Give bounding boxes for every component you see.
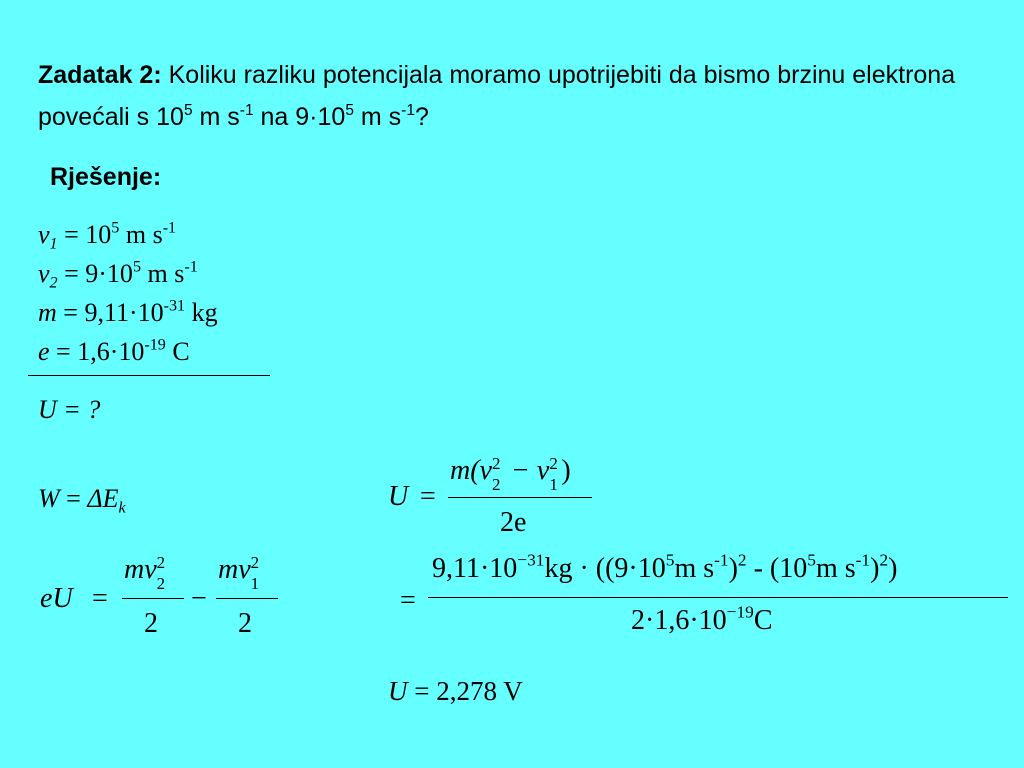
task-text-1: Koliku razliku potencijala moramo upotrijebiti da bismo brzinu elektrona povećali s 10 [38, 61, 956, 131]
fraction-1-numerator: mv 2 2 [124, 553, 166, 593]
u-num-m-v: m(v [450, 455, 492, 486]
unknown-symbol: U [38, 395, 57, 424]
given-v1-unit-exp: -1 [162, 219, 177, 237]
fraction-2-denominator: 2 [238, 608, 252, 639]
given-divider [28, 375, 270, 376]
work-energy-formula [38, 484, 126, 517]
sub-num-close-1: ) [728, 553, 738, 584]
u-formula-lhs [388, 481, 408, 513]
sub-num-unit-2: m s [815, 553, 856, 584]
u-formula-denominator [500, 507, 526, 539]
result-symbol: U [388, 676, 408, 706]
given-e-value: = 1,6·10 [49, 337, 145, 366]
task-text-4: m s [353, 103, 402, 131]
given-m-unit: kg [185, 298, 218, 327]
sub-num-v2-exp: 5 [665, 550, 675, 570]
sub-num-unit-1-exp: -1 [714, 550, 729, 570]
given-m-exp: -31 [163, 297, 186, 315]
sub-num-square-1: 2 [737, 550, 747, 570]
solution-heading: Rješenje: [50, 163, 162, 191]
given-v1-value: = 10 [57, 220, 112, 249]
u-num-close: ) [561, 455, 571, 486]
energy-fraction-2 [216, 554, 278, 644]
sub-den-unit: C [753, 605, 773, 636]
fraction-2-mv: mv [218, 554, 251, 585]
task-text-5: ? [414, 103, 429, 131]
given-v2 [38, 258, 198, 292]
u-num-minus-v: − v [503, 455, 550, 486]
work-symbol: W [38, 484, 60, 513]
substitution-fraction [428, 550, 1010, 649]
sub-den-value: 2·1,6·10 [631, 605, 727, 636]
task-text-2: m s [192, 103, 240, 131]
given-e-exp: -19 [144, 336, 166, 354]
task-statement [38, 54, 998, 138]
energy-symbol: E [102, 484, 119, 513]
unknown-u [38, 395, 100, 425]
result [388, 676, 523, 707]
task-text-3: na 9·10 [253, 103, 346, 131]
sub-num-v2: kg · ((9·10 [544, 553, 666, 584]
sub-num-mass: 9,11·10 [432, 553, 518, 584]
unknown-value: = ? [56, 395, 101, 424]
u-formula-symbol: U [388, 481, 409, 512]
given-m-value: = 9,11·10 [56, 298, 164, 327]
given-v2-value: = 9·10 [57, 259, 133, 288]
sub-num-v1-exp: 5 [807, 550, 816, 570]
work-eq: = [59, 484, 88, 513]
u-formula-fraction [448, 455, 592, 545]
given-m [38, 298, 218, 328]
task-label: Zadatak 2: [38, 61, 162, 89]
substitution-numerator [432, 550, 898, 585]
given-v1 [38, 219, 177, 253]
energy-lhs-u: U [52, 583, 73, 614]
energy-sub: k [118, 499, 126, 517]
result-value: = 2,278 V [407, 676, 523, 706]
given-v2-unit-exp: -1 [184, 258, 198, 276]
energy-lhs-e: e [40, 583, 53, 614]
given-e [38, 337, 190, 367]
u-formula-equals: = [420, 481, 436, 512]
given-v2-unit: m s [141, 259, 185, 288]
fraction-2-bar [216, 598, 278, 599]
given-m-symbol: m [38, 298, 57, 327]
task-exp-2: -1 [239, 101, 254, 119]
sub-num-close-3: ) [888, 553, 898, 584]
sub-den-exp: −19 [726, 602, 754, 622]
delta-symbol: Δ [87, 484, 103, 513]
substitution-bar [428, 597, 1008, 598]
fraction-1-mv: mv [124, 554, 157, 585]
task-exp-1: 5 [183, 101, 193, 119]
given-v1-exp: 5 [111, 219, 120, 237]
given-v2-symbol: v [38, 259, 50, 288]
sub-num-v1: - (10 [746, 553, 808, 584]
u-den-text: 2e [500, 507, 527, 538]
energy-minus: − [191, 583, 207, 614]
given-v2-exp: 5 [132, 258, 141, 276]
fraction-1-bar [122, 598, 184, 599]
sub-num-unit-2-exp: -1 [855, 550, 871, 570]
sub-num-close-2: ) [870, 553, 880, 584]
task-exp-3: 5 [345, 101, 354, 119]
energy-fraction-1 [122, 554, 184, 644]
sub-num-unit-1: m s [674, 553, 715, 584]
given-v2-sub: 2 [49, 274, 58, 292]
substitution-equals: = [400, 585, 416, 616]
given-e-unit: C [165, 337, 190, 366]
sub-num-mass-exp: −31 [517, 550, 545, 570]
given-v1-sub: 1 [49, 235, 58, 253]
given-v1-symbol: v [38, 220, 50, 249]
u-formula-numerator: m(v 2 2 − v 2 1 ) [450, 454, 571, 494]
given-v1-unit: m s [119, 220, 163, 249]
given-e-symbol: e [38, 337, 50, 366]
fraction-1-denominator: 2 [144, 608, 158, 639]
sub-num-square-2: 2 [879, 550, 889, 570]
u-formula-bar [448, 497, 592, 498]
task-exp-4: -1 [401, 101, 415, 119]
energy-equals: = [92, 583, 108, 614]
energy-equation-lhs [40, 583, 73, 615]
fraction-2-numerator: mv 2 1 [218, 553, 260, 593]
substitution-denominator [631, 602, 773, 637]
